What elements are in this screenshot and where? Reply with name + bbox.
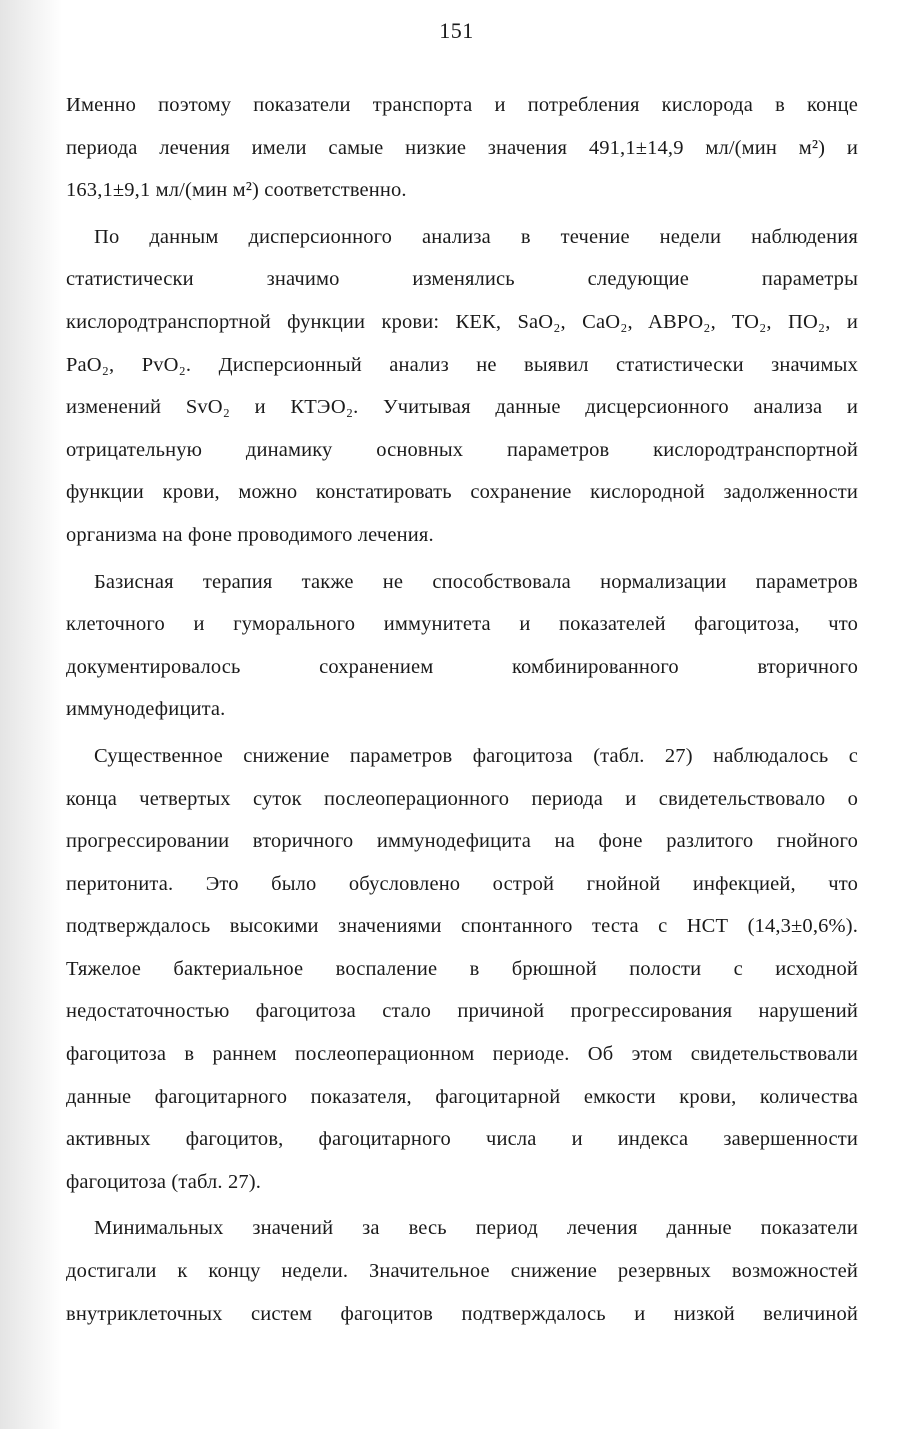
text-line: конца четвертых суток послеоперационного периода и свидетельствовало о [66,787,858,810]
document-body [66,84,858,1335]
text-line: Существенное снижение параметров фагоцитоза (табл. 27) наблюдалось с [94,744,858,767]
text-line: изменений SvO₂ и КТЭО₂. Учитывая данные дисцерсионного анализа и [66,396,858,419]
text-line: перитонита. Это было обусловлено острой гнойной инфекцией, что [66,872,858,895]
text-line: Минимальных значений за весь период лечения данные показатели [94,1217,858,1240]
text-line: фагоцитоза в раннем послеоперационном периоде. Об этом свидетельствовали [66,1043,858,1066]
text-line: фагоцитоза (табл. 27). [66,1170,262,1193]
paragraph-5 [66,1207,858,1335]
text-line: Базисная терапия также не способствовала нормализации параметров [94,570,858,593]
text-line: По данным дисперсионного анализа в течение недели наблюдения [94,225,858,248]
text-line: документировалось сохранением комбинированного вторичного [66,655,858,678]
text-line: достигали к концу недели. Значительное снижение резервных возможностей [66,1260,858,1283]
text-line: подтверждалось высокими значениями спонтанного теста с НСТ (14,3±0,6%). [66,915,858,938]
scan-edge-shadow [0,0,62,1429]
text-line: внутриклеточных систем фагоцитов подтверждалось и низкой величиной [66,1302,858,1325]
text-line: отрицательную динамику основных параметров кислородтранспортной [66,438,858,461]
text-line: PaO₂, PvO₂. Дисперсионный анализ не выявил статистически значимых [66,353,858,376]
text-line: активных фагоцитов, фагоцитарного числа и индекса завершенности [66,1128,858,1151]
paragraph-4 [66,735,858,1204]
paragraph-2 [66,216,858,557]
page-number: 151 [439,18,474,43]
text-line: Тяжелое бактериальное воспаление в брюшной полости с исходной [66,957,858,980]
text-line: Именно поэтому показатели транспорта и потребления кислорода в конце [66,94,858,116]
text-line: периода лечения имели самые низкие значения 491,1±14,9 мл/(мин м²) и [66,136,858,159]
paragraph-1 [66,84,858,212]
text-line: прогрессировании вторичного иммунодефицита на фоне разлитого гнойного [66,830,858,853]
text-line: данные фагоцитарного показателя, фагоцитарной емкости крови, количества [66,1085,858,1108]
text-line: иммунодефицита. [66,698,226,721]
text-line: недостаточностью фагоцитоза стало причиной прогрессирования нарушений [66,1000,858,1023]
text-line: кислородтранспортной функции крови: КЕК, SaO₂, CaO₂, ABPO₂, TO₂, ПО₂, и [66,310,858,333]
text-line: функции крови, можно констатировать сохранение кислородной задолженности [66,481,858,504]
text-line: 163,1±9,1 мл/(мин м²) соответственно. [66,179,407,202]
text-line: статистически значимо изменялись следующие параметры [66,268,858,291]
text-line: клеточного и гуморального иммунитета и показателей фагоцитоза, что [66,613,858,636]
paragraph-3 [66,561,858,731]
text-line: организма на фоне проводимого лечения. [66,523,434,546]
